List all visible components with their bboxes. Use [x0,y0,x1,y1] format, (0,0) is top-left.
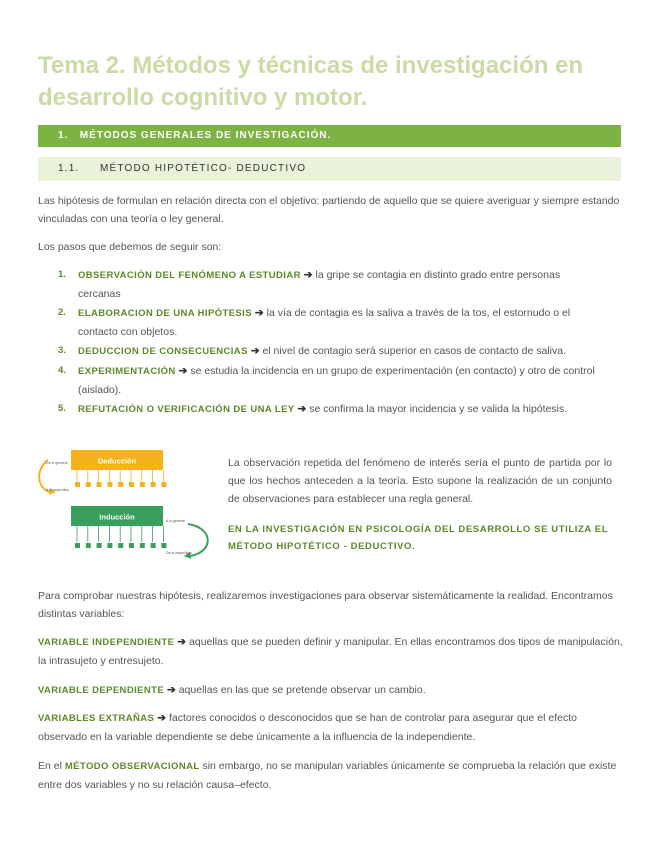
arrow-icon: ➔ [177,636,187,648]
step-keyword: REFUTACIÓN O VERIFICACIÓN DE UNA LEY [78,404,295,415]
deduction-items [75,470,166,487]
deduction-square [97,482,102,487]
induction-square [151,543,156,548]
deduction-square [107,482,112,487]
label-de-lo-general-left: De lo general [46,461,68,465]
deduction-square [151,482,156,487]
induction-square [140,543,145,548]
list-item: 4. EXPERIMENTACIÓN ➔ se estudia la incidencia en un grupo de experimentación (en contacto) y otro de control (aislado). [58,365,595,396]
psychology-note: EN LA INVESTIGACIÓN EN PSICOLOGÍA DEL DESARROLLO SE UTILIZA EL MÉTODO HIPOTÉTICO - DEDUCTIVO. [228,524,608,552]
step-keyword: ELABORACION DE UNA HIPÓTESIS [78,308,252,319]
steps-list [58,266,598,420]
induction-items [75,526,166,548]
induction-label: Inducción [99,512,135,522]
induction-square [129,543,134,548]
arrow-icon: ➔ [303,269,313,281]
label-de-lo-especifico-right: De lo específico [166,551,192,555]
step-keyword: DEDUCCION DE CONSECUENCIAS [78,346,248,357]
deduction-square [129,482,134,487]
deduction-square [75,482,80,487]
method-keyword: MÉTODO OBSERVACIONAL [64,761,200,772]
label-a-lo-especifico-left: A lo específico [46,488,70,492]
section-label: MÉTODOS GENERALES DE INVESTIGACIÓN. [79,130,332,141]
induction-square [97,543,102,548]
deduction-square [140,482,145,487]
list-item: 3. DEDUCCION DE CONSECUENCIAS ➔ el nivel de contagio será superior en casos de contacto de saliva. [58,345,566,357]
induction-square [86,543,91,548]
step-keyword: OBSERVACIÓN DEL FENÓMENO A ESTUDIAR [78,270,301,281]
section-heading-1 [38,125,621,147]
variable-keyword: VARIABLE DEPENDIENTE [38,685,165,696]
deduction-square [118,482,123,487]
page-title: Tema 2. Métodos y técnicas de investigación en desarrollo cognitivo y motor. [38,52,584,111]
variables-intro: Para comprobar nuestras hipótesis, realizaremos investigaciones para observar sistemáticamente la realidad. Encontramos distintas variables: [38,590,613,620]
list-item: 1. OBSERVACIÓN DEL FENÓMENO A ESTUDIAR ➔ la gripe se contagia en distinto grado entre personas cercanas [58,269,561,300]
deduction-label: Deducción [97,456,137,466]
variables-extranas: VARIABLES EXTRAÑAS ➔ factores conocidos o desconocidos que se han de controlar para asegurar que el efecto observado en la variable dependiente se debe únicamente a la influencia de la independiente. [38,712,577,743]
arrow-icon: ➔ [254,307,264,319]
observation-paragraph: La observación repetida del fenómeno de interés sería el punto de partida por lo que los hechos anteceden a la teoría. Esto supone la realización de un conjunto de observaciones para establecer una regla general. [228,457,612,505]
arrow-icon: ➔ [297,403,307,415]
step-keyword: EXPERIMENTACIÓN [78,366,176,377]
steps-intro: Los pasos que debemos de seguir son: [38,241,222,253]
arrow-icon: ➔ [157,712,167,724]
subsection-number: 1.1. [58,163,80,174]
section-number: 1. [58,130,69,141]
intro-paragraph: Las hipótesis de formulan en relación directa con el objetivo: partiendo de aquello que se quiere averiguar y siempre estando vinculadas con una teoría o ley general. [38,195,620,225]
label-a-lo-general-right: A lo general [166,519,185,523]
deduction-square [86,482,91,487]
observational-method-paragraph: En el MÉTODO OBSERVACIONAL sin embargo, no se manipulan variables únicamente se comprueba la relación que existe entre dos variables y no su relación causa–efecto. [38,760,617,791]
list-item: 2. ELABORACION DE UNA HIPÓTESIS ➔ la vía de contagia es la saliva a través de la tos, el estornudo o el contacto con objetos. [58,307,571,338]
induction-square [118,543,123,548]
variable-keyword: VARIABLES EXTRAÑAS [38,713,155,724]
induction-square [161,543,166,548]
arrow-icon: ➔ [250,345,260,357]
list-item: 5. REFUTACIÓN O VERIFICACIÓN DE UNA LEY ➔ se confirma la mayor incidencia y se valida la hipótesis. [58,403,568,415]
arrow-icon: ➔ [178,365,188,377]
deduction-induction-diagram [38,448,216,566]
subsection-label: MÉTODO HIPOTÉTICO- DEDUCTIVO [99,163,307,174]
deduction-square [161,482,166,487]
subsection-heading-1-1 [38,157,621,181]
induction-square [107,543,112,548]
variable-dependiente: VARIABLE DEPENDIENTE ➔ aquellas en las que se pretende observar un cambio. [38,684,426,696]
variable-independiente: VARIABLE INDEPENDIENTE ➔ aquellas que se pueden definir y manipular. En ellas encontramos dos tipos de manipulación, la intrasujeto y entresujeto. [38,636,623,667]
variable-keyword: VARIABLE INDEPENDIENTE [38,637,175,648]
arrow-icon: ➔ [166,684,176,696]
induction-square [75,543,80,548]
